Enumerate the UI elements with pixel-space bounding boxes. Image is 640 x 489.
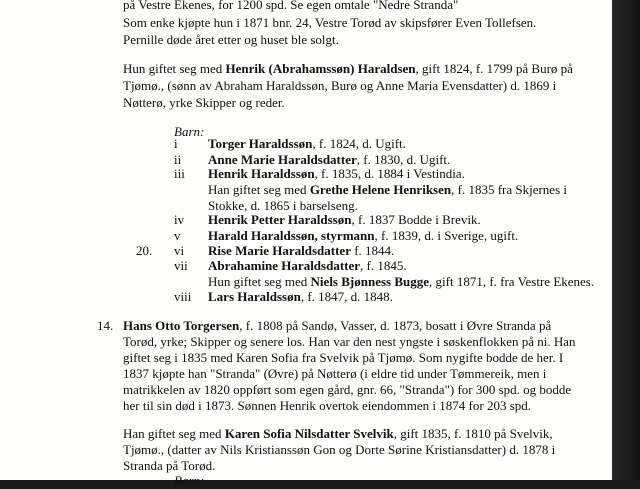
- child-roman: vii: [174, 258, 188, 273]
- child-detail: , f. 1837 Bodde i Brevik.: [351, 212, 481, 227]
- child-detail: , f. 1835, d. 1884 i Vestindia.: [314, 166, 465, 181]
- child-entry: [208, 212, 481, 228]
- child-name: Rise Marie Haraldsdatter: [208, 243, 351, 258]
- child-roman: vi: [174, 243, 185, 258]
- child-roman: i: [174, 136, 178, 151]
- child-roman: ii: [174, 152, 182, 167]
- abrahamine-spouse-line: [208, 274, 594, 290]
- intro-line-3: Pernille døde året etter og huset ble solgt.: [123, 32, 339, 47]
- child-detail: f. 1844.: [350, 243, 395, 258]
- child-detail: , f. 1830, d. Ugift.: [356, 152, 451, 167]
- entry14-line-6: her til sin død i 1873. Sønnen Henrik overtok eiendommen i 1874 for 203 spd.: [123, 398, 532, 413]
- child-number: 20.: [136, 243, 153, 258]
- children-heading: Barn:: [174, 124, 205, 139]
- henrik-spouse-post: , f. 1835 fra Skjernes i: [451, 182, 567, 197]
- henrik-spouse-pre: Han giftet seg med: [208, 182, 310, 197]
- entry14-line-5: matrikkelen av 1820 oppført som egen gård, gnr. 66, "Stranda") for 300 spd. og bodde: [123, 382, 572, 397]
- entry14-marriage-line-2: Tjømø., (datter av Nils Kristianssøn Gon og Dorte Sørine Kristiansdatter) d. 1878 i: [123, 442, 556, 457]
- child-entry: [208, 166, 465, 182]
- child-name: Lars Haraldssøn: [208, 289, 301, 304]
- child-name: Anne Marie Haraldsdatter: [208, 152, 357, 167]
- child-name: Torger Haraldssøn: [208, 136, 313, 151]
- child-name: Harald Haraldssøn, styrmann: [208, 228, 375, 243]
- child-name: Abrahamine Haraldsdatter: [208, 258, 361, 273]
- child-roman: viii: [174, 289, 192, 304]
- child-name: Henrik Haraldssøn: [208, 166, 315, 181]
- child-entry: [208, 136, 406, 152]
- henrik-spouse-line-1: [208, 182, 567, 198]
- scan-edge: [612, 0, 640, 480]
- child-entry: [208, 289, 393, 305]
- child-entry: [208, 258, 407, 274]
- child-roman: iii: [174, 166, 185, 181]
- abrahamine-spouse-post: , gift 1871, f. fra Vestre Ekenes.: [429, 274, 595, 289]
- second-marriage-line-3: Nøtterø, yrke Skipper og reder.: [123, 95, 285, 110]
- child-entry: [208, 243, 394, 259]
- child-entry: [208, 228, 518, 244]
- child-roman: iv: [174, 212, 185, 227]
- entry14-marriage-line-1: [123, 426, 553, 442]
- entry14-name: Hans Otto Torgersen: [123, 318, 240, 333]
- entry14-line-1: [123, 318, 551, 334]
- entry14-marriage-line-3: Stranda på Torød.: [123, 458, 216, 473]
- abrahamine-spouse-pre: Hun giftet seg med: [208, 274, 311, 289]
- entry14-line-4: 1837 kjøpte han "Stranda" (Øvre) på Nøtterø (i eldre tid under Tømmereik, men i: [123, 366, 547, 381]
- entry14-marriage-pre: Han giftet seg med: [123, 426, 225, 441]
- children-heading-2: Barn:: [174, 473, 205, 488]
- second-marriage-line-1: [123, 61, 573, 77]
- child-detail: , f. 1847, d. 1848.: [300, 289, 393, 304]
- child-name: Henrik Petter Haraldssøn: [208, 212, 352, 227]
- intro-line-2: Som enke kjøpte hun i 1871 bnr. 24, Vestre Torød av skipsfører Even Tollefsen.: [123, 15, 537, 30]
- henrik-spouse-name: Grethe Helene Henriksen: [309, 182, 452, 197]
- entry14-line-3: giftet seg i 1835 med Karen Sofia fra Svelvik på Tjømø. Som nygifte bodde de her. I: [123, 350, 564, 365]
- child-detail: , f. 1845.: [360, 258, 407, 273]
- entry14-spouse-name: Karen Sofia Nilsdatter Svelvik: [224, 426, 394, 441]
- henrik-spouse-line-2: Stokke, d. 1865 i barselseng.: [208, 198, 358, 213]
- spouse-name: Henrik (Abrahamssøn) Haraldsen: [225, 61, 416, 76]
- entry14-marriage-post: , gift 1835, f. 1810 på Svelvik,: [393, 426, 553, 441]
- entry-number: 14.: [97, 318, 114, 333]
- child-roman: v: [174, 228, 181, 243]
- second-marriage-line-2: Tjømø., (sønn av Abraham Haraldssøn, Burø og Anne Maria Evensdatter) d. 1869 i: [123, 78, 557, 93]
- abrahamine-spouse-name: Niels Bjønness Bugge: [310, 274, 430, 289]
- entry14-line-2: Torød, yrke; Skipper og senere los. Han var den nest yngste i søskenflokken på ni. Han: [123, 334, 576, 349]
- second-marriage-pre: Hun giftet seg med: [123, 61, 226, 76]
- intro-line-1: på Vestre Ekenes, for 1200 spd. Se egen omtale "Nedre Stranda": [123, 0, 459, 12]
- entry14-line-1-post: , f. 1808 på Sandø, Vasser, d. 1873, bosatt i Øvre Stranda på: [239, 318, 552, 333]
- second-marriage-post: , gift 1824, f. 1799 på Burø på: [415, 61, 573, 76]
- child-detail: , f. 1839, d. i Sverige, ugift.: [374, 228, 519, 243]
- child-detail: , f. 1824, d. Ugift.: [312, 136, 406, 151]
